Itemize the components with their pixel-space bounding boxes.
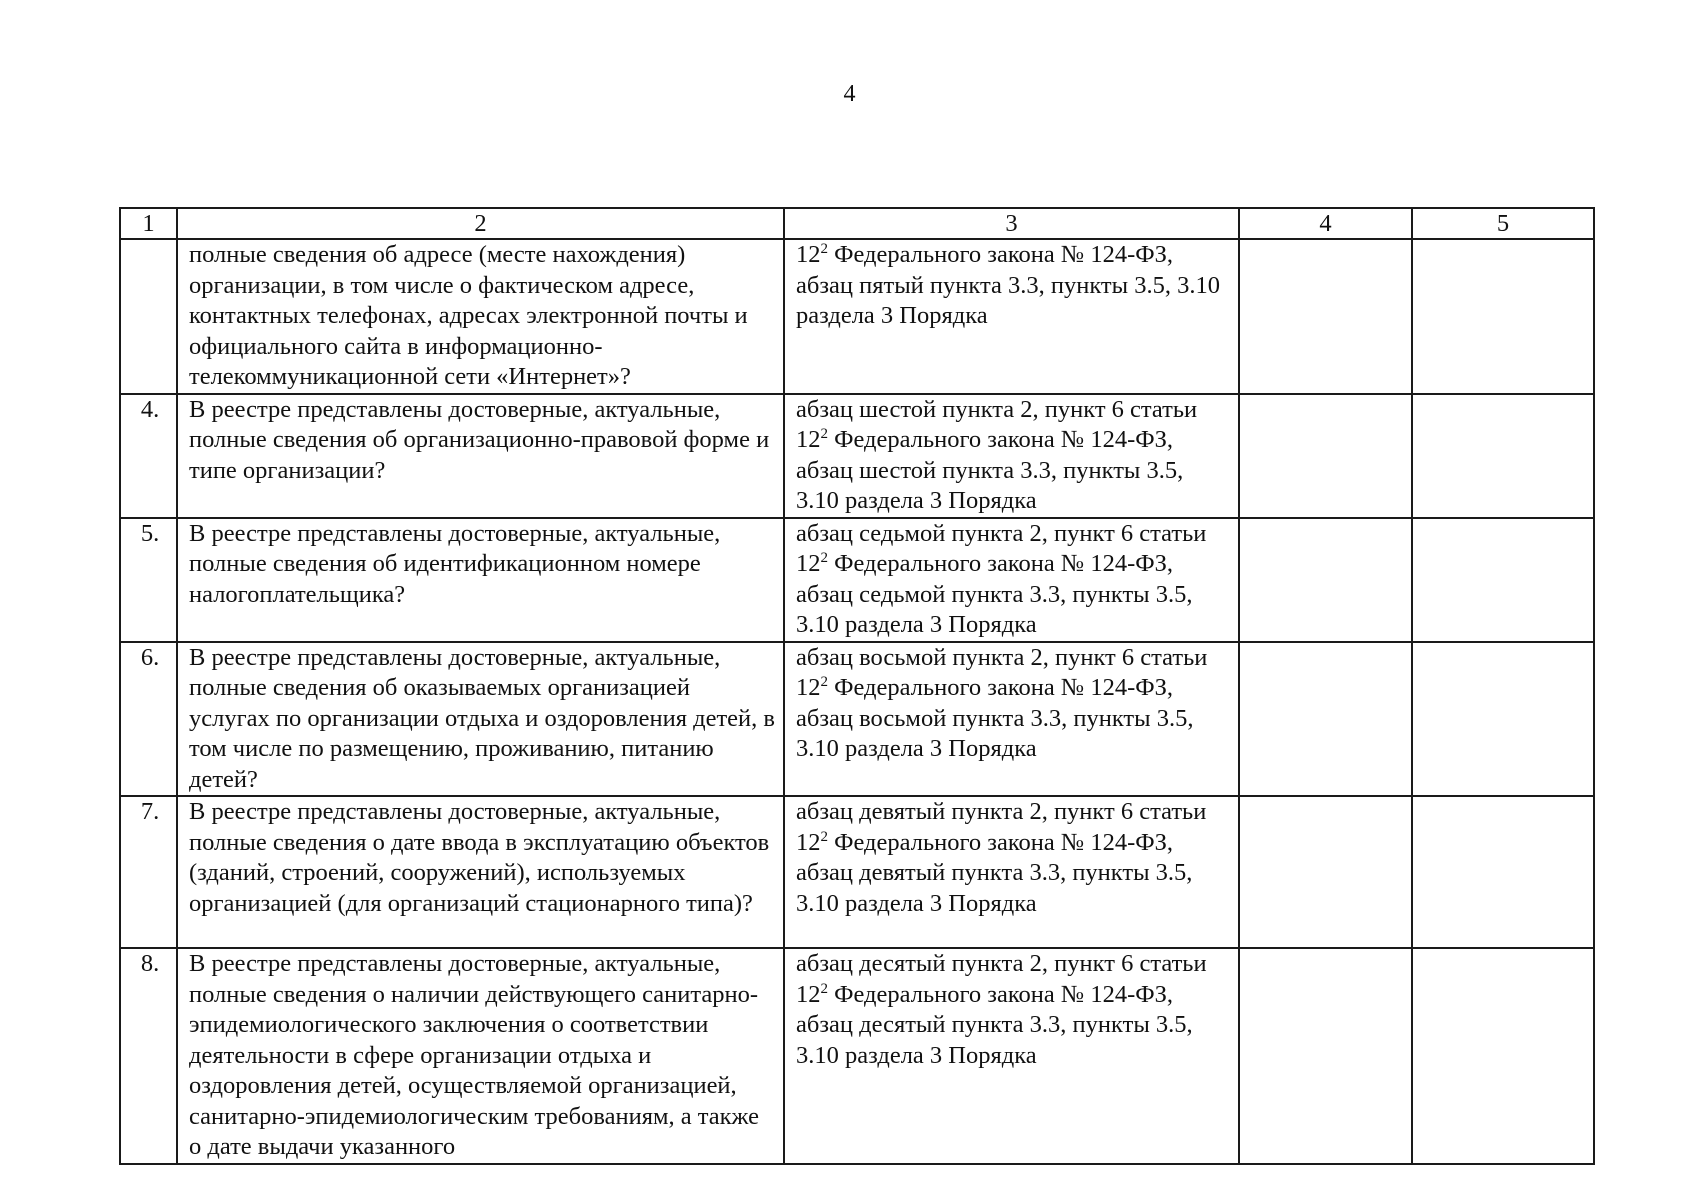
table-row: [120, 239, 1594, 394]
legal-reference-cell: абзац шестой пункта 2, пункт 6 статьи $12^2$ Федерального закона № 124-ФЗ, абзац шестой пункта 3.3, пункты 3.5, 3.10 раздела 3 Порядка: [784, 394, 1239, 518]
column-4-cell: [1239, 642, 1412, 797]
column-4-cell: [1239, 948, 1412, 1164]
table-row: [120, 394, 1594, 518]
column-header-3: 3: [784, 208, 1239, 239]
column-5-cell: [1412, 642, 1594, 797]
page-number: 4: [843, 81, 856, 107]
column-5-cell: [1412, 394, 1594, 518]
table-header-row: [120, 208, 1594, 239]
column-4-cell: [1239, 239, 1412, 394]
legal-reference-cell: абзац седьмой пункта 2, пункт 6 статьи $12^2$ Федерального закона № 124-ФЗ, абзац седьмой пункта 3.3, пункты 3.5, 3.10 раздела 3 Порядка: [784, 518, 1239, 642]
row-number: 8.: [120, 948, 177, 1164]
row-number: [120, 239, 177, 394]
column-4-cell: [1239, 796, 1412, 948]
column-header-4: 4: [1239, 208, 1412, 239]
legal-reference-cell: $12^2$ Федерального закона № 124-ФЗ, абзац пятый пункта 3.3, пункты 3.5, 3.10 раздела 3 Порядка: [784, 239, 1239, 394]
question-cell: В реестре представлены достоверные, актуальные, полные сведения о наличии действующего санитарно-эпидемиологического заключения о соответствии деятельности в сфере организации отдыха и оздоровления детей, осуществляемой организацией, санитарно-эпидемиологическим требованиям, а также о дате выдачи указанного: [177, 948, 784, 1164]
column-5-cell: [1412, 518, 1594, 642]
column-4-cell: [1239, 518, 1412, 642]
question-cell: В реестре представлены достоверные, актуальные, полные сведения об организационно-правовой форме и типе организации?: [177, 394, 784, 518]
column-4-cell: [1239, 394, 1412, 518]
question-cell: В реестре представлены достоверные, актуальные, полные сведения об идентификационном номере налогоплательщика?: [177, 518, 784, 642]
column-5-cell: [1412, 796, 1594, 948]
row-number: 7.: [120, 796, 177, 948]
question-cell: В реестре представлены достоверные, актуальные, полные сведения о дате ввода в эксплуатацию объектов (зданий, строений, сооружений), используемых организацией (для организаций стационарного типа)?: [177, 796, 784, 948]
legal-reference-cell: абзац девятый пункта 2, пункт 6 статьи $12^2$ Федерального закона № 124-ФЗ, абзац девятый пункта 3.3, пункты 3.5, 3.10 раздела 3 Порядка: [784, 796, 1239, 948]
question-cell: В реестре представлены достоверные, актуальные, полные сведения об оказываемых организацией услугах по организации отдыха и оздоровления детей, в том числе по размещению, проживанию, питанию детей?: [177, 642, 784, 797]
checklist-table: [119, 207, 1595, 1165]
legal-reference-cell: абзац восьмой пункта 2, пункт 6 статьи $12^2$ Федерального закона № 124-ФЗ, абзац восьмой пункта 3.3, пункты 3.5, 3.10 раздела 3 Порядка: [784, 642, 1239, 797]
table-row: [120, 796, 1594, 948]
column-5-cell: [1412, 239, 1594, 394]
table-row: [120, 642, 1594, 797]
row-number: 5.: [120, 518, 177, 642]
table-row: [120, 518, 1594, 642]
column-5-cell: [1412, 948, 1594, 1164]
table-row: [120, 948, 1594, 1164]
row-number: 4.: [120, 394, 177, 518]
question-cell: полные сведения об адресе (месте нахождения) организации, в том числе о фактическом адресе, контактных телефонах, адресах электронной почты и официального сайта в информационно-телекоммуникационной сети «Интернет»?: [177, 239, 784, 394]
column-header-2: 2: [177, 208, 784, 239]
column-header-5: 5: [1412, 208, 1594, 239]
column-header-1: 1: [120, 208, 177, 239]
row-number: 6.: [120, 642, 177, 797]
legal-reference-cell: абзац десятый пункта 2, пункт 6 статьи $12^2$ Федерального закона № 124-ФЗ, абзац десятый пункта 3.3, пункты 3.5, 3.10 раздела 3 Порядка: [784, 948, 1239, 1164]
